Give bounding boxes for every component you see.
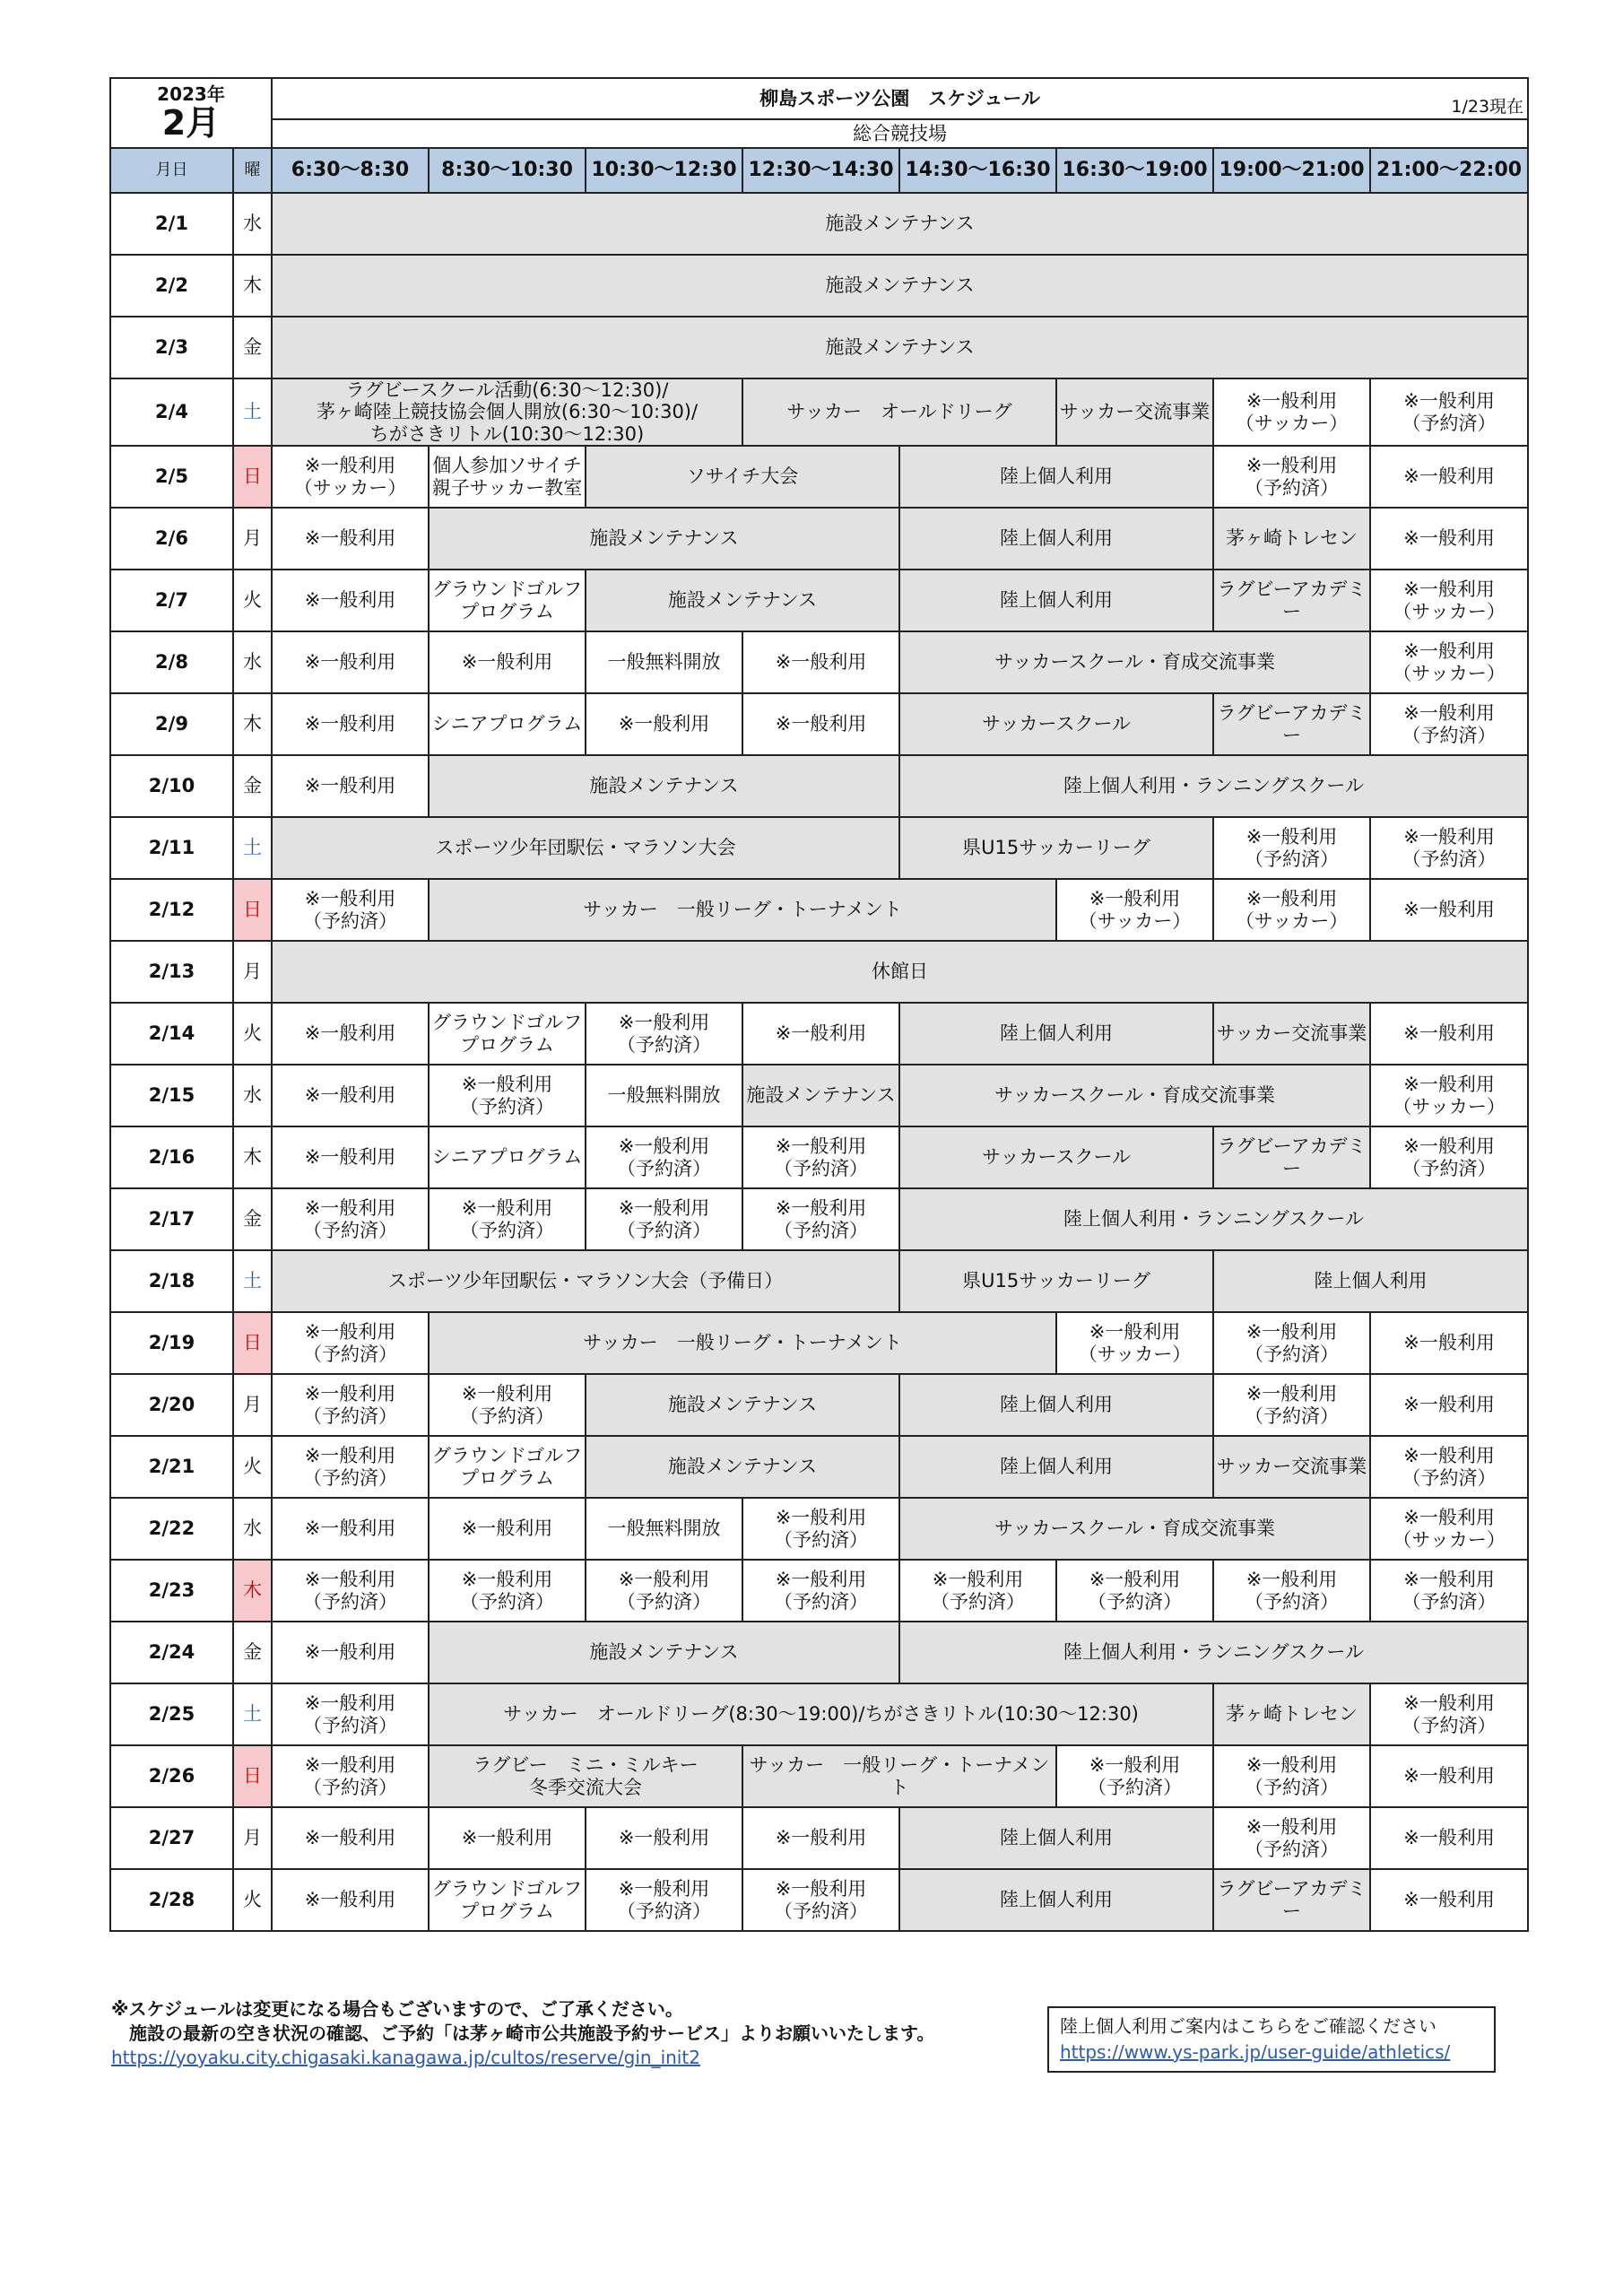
booking-cell: 施設メンテナンス	[586, 570, 899, 631]
booking-cell: 一般無料開放	[586, 631, 742, 693]
booking-cell: ※一般利用 （予約済）	[742, 1126, 899, 1188]
schedule-row	[110, 1312, 1528, 1374]
weekday-cell: 木	[233, 693, 272, 755]
weekday-cell: 土	[233, 378, 272, 446]
schedule-row	[110, 1126, 1528, 1188]
booking-cell: シニアプログラム	[429, 1126, 586, 1188]
year-label: 2023年	[157, 83, 225, 105]
booking-cell: ※一般利用	[272, 1126, 429, 1188]
date-cell: 2/9	[110, 693, 233, 755]
booking-cell: ※一般利用	[1370, 1869, 1528, 1931]
date-cell: 2/12	[110, 879, 233, 941]
note-reservation: 施設の最新の空き状況の確認、ご予約「は茅ヶ崎市公共施設予約サービス」よりお願いいたします。	[111, 2022, 935, 2044]
col-header-slot: 10:30～12:30	[586, 148, 742, 193]
date-cell: 2/8	[110, 631, 233, 693]
schedule-row	[110, 570, 1528, 631]
booking-cell: ※一般利用	[272, 508, 429, 570]
booking-cell: ※一般利用	[272, 1065, 429, 1126]
booking-cell: ※一般利用 （予約済）	[1370, 1126, 1528, 1188]
booking-cell: ※一般利用 （予約済）	[1370, 1436, 1528, 1498]
date-cell: 2/11	[110, 817, 233, 879]
booking-cell: サッカースクール・育成交流事業	[899, 631, 1370, 693]
booking-cell: ※一般利用 （予約済）	[429, 1374, 586, 1436]
booking-cell: 県U15サッカーリーグ	[899, 817, 1213, 879]
column-header-row	[110, 148, 1528, 193]
booking-cell: ※一般利用 （サッカー）	[272, 446, 429, 508]
schedule-row	[110, 1374, 1528, 1436]
schedule-row	[110, 1498, 1528, 1560]
booking-cell: ※一般利用 （サッカー）	[1056, 879, 1213, 941]
weekday-cell: 火	[233, 1003, 272, 1065]
booking-cell: 陸上個人利用	[899, 446, 1213, 508]
booking-cell: サッカー交流事業	[1213, 1003, 1370, 1065]
booking-cell: ※一般利用 （予約済）	[742, 1560, 899, 1622]
weekday-cell: 月	[233, 1374, 272, 1436]
booking-cell: ※一般利用 （予約済）	[742, 1188, 899, 1250]
booking-cell: ※一般利用 （予約済）	[1213, 1745, 1370, 1807]
booking-cell: サッカー オールドリーグ(8:30～19:00)/ちがさきリトル(10:30～12:30)	[429, 1683, 1213, 1745]
month-label: 2月	[161, 102, 221, 143]
booking-cell: ※一般利用	[272, 755, 429, 817]
date-cell: 2/23	[110, 1560, 233, 1622]
col-header-slot: 6:30～8:30	[272, 148, 429, 193]
date-cell: 2/26	[110, 1745, 233, 1807]
booking-cell: ※一般利用	[1370, 1745, 1528, 1807]
weekday-cell: 火	[233, 1436, 272, 1498]
col-header-dow: 曜	[233, 148, 272, 193]
booking-cell: ※一般利用	[1370, 1312, 1528, 1374]
booking-cell: 陸上個人利用	[899, 570, 1213, 631]
booking-cell: ※一般利用 （予約済）	[1213, 1807, 1370, 1869]
booking-cell: ※一般利用	[586, 693, 742, 755]
booking-cell: 個人参加ソサイチ 親子サッカー教室	[429, 446, 586, 508]
booking-cell: 施設メンテナンス	[586, 1436, 899, 1498]
booking-cell: 陸上個人利用・ランニングスクール	[899, 1622, 1528, 1683]
weekday-cell: 水	[233, 631, 272, 693]
booking-cell: スポーツ少年団駅伝・マラソン大会（予備日）	[272, 1250, 899, 1312]
booking-cell: ※一般利用	[1370, 1374, 1528, 1436]
booking-cell: ※一般利用	[1370, 1003, 1528, 1065]
booking-cell: ※一般利用 （予約済）	[272, 1560, 429, 1622]
booking-cell: ※一般利用	[586, 1807, 742, 1869]
schedule-row	[110, 755, 1528, 817]
booking-cell: ※一般利用	[272, 1003, 429, 1065]
weekday-cell: 木	[233, 255, 272, 317]
date-cell: 2/15	[110, 1065, 233, 1126]
booking-cell: ラグビーアカデミー	[1213, 693, 1370, 755]
schedule-row	[110, 1807, 1528, 1869]
booking-cell: ※一般利用 （予約済）	[1213, 1312, 1370, 1374]
athletics-info-link[interactable]: https://www.ys-park.jp/user-guide/athletics/	[1060, 2041, 1451, 2063]
booking-cell: グラウンドゴルフ プログラム	[429, 1003, 586, 1065]
booking-cell: ラグビーアカデミー	[1213, 1869, 1370, 1931]
schedule-row	[110, 1683, 1528, 1745]
booking-cell: ※一般利用 （予約済）	[272, 1683, 429, 1745]
schedule-row	[110, 693, 1528, 755]
booking-cell: ※一般利用	[272, 1869, 429, 1931]
booking-cell: スポーツ少年団駅伝・マラソン大会	[272, 817, 899, 879]
date-cell: 2/18	[110, 1250, 233, 1312]
weekday-cell: 月	[233, 941, 272, 1003]
weekday-cell: 日	[233, 1745, 272, 1807]
booking-cell: 施設メンテナンス	[429, 1622, 899, 1683]
weekday-cell: 水	[233, 1498, 272, 1560]
weekday-cell: 土	[233, 1250, 272, 1312]
schedule-row	[110, 446, 1528, 508]
booking-cell: 陸上個人利用・ランニングスクール	[899, 1188, 1528, 1250]
date-cell: 2/4	[110, 378, 233, 446]
booking-cell: ※一般利用 （予約済）	[1370, 1683, 1528, 1745]
weekday-cell: 木	[233, 1126, 272, 1188]
booking-cell: 一般無料開放	[586, 1498, 742, 1560]
booking-cell: 陸上個人利用	[899, 1003, 1213, 1065]
weekday-cell: 金	[233, 1188, 272, 1250]
schedule-row	[110, 508, 1528, 570]
booking-cell: ※一般利用	[1370, 508, 1528, 570]
schedule-row	[110, 1436, 1528, 1498]
date-cell: 2/14	[110, 1003, 233, 1065]
date-cell: 2/2	[110, 255, 233, 317]
booking-cell: ※一般利用	[272, 631, 429, 693]
booking-cell: ※一般利用 （予約済）	[586, 1003, 742, 1065]
schedule-table	[109, 77, 1529, 1932]
date-cell: 2/10	[110, 755, 233, 817]
booking-cell: ※一般利用 （サッカー）	[1370, 1065, 1528, 1126]
booking-cell: 陸上個人利用	[899, 1436, 1213, 1498]
booking-cell: グラウンドゴルフ プログラム	[429, 1436, 586, 1498]
date-cell: 2/22	[110, 1498, 233, 1560]
schedule-row	[110, 1745, 1528, 1807]
booking-cell: ※一般利用	[272, 693, 429, 755]
booking-cell: サッカースクール・育成交流事業	[899, 1498, 1370, 1560]
schedule-row	[110, 317, 1528, 378]
booking-cell: ※一般利用	[742, 631, 899, 693]
venue-label: 総合競技場	[272, 119, 1528, 148]
weekday-cell: 日	[233, 446, 272, 508]
booking-cell: ※一般利用	[272, 1807, 429, 1869]
date-cell: 2/20	[110, 1374, 233, 1436]
booking-cell: サッカースクール・育成交流事業	[899, 1065, 1370, 1126]
booking-cell: 茅ヶ崎トレセン	[1213, 1683, 1370, 1745]
note-change: ※スケジュールは変更になる場合もございますので、ご了承ください。	[111, 1998, 683, 2020]
booking-cell: 施設メンテナンス	[272, 193, 1528, 255]
booking-cell: ※一般利用 （予約済）	[272, 879, 429, 941]
booking-cell: ※一般利用 （予約済）	[742, 1869, 899, 1931]
col-header-slot: 16:30～19:00	[1056, 148, 1213, 193]
schedule-row	[110, 1188, 1528, 1250]
weekday-cell: 月	[233, 1807, 272, 1869]
booking-cell: ※一般利用 （予約済）	[586, 1126, 742, 1188]
booking-cell: ※一般利用	[272, 570, 429, 631]
booking-cell: ※一般利用 （予約済）	[272, 1312, 429, 1374]
col-header-slot: 12:30～14:30	[742, 148, 899, 193]
date-cell: 2/25	[110, 1683, 233, 1745]
weekday-cell: 金	[233, 317, 272, 378]
booking-cell: ※一般利用 （サッカー）	[1056, 1312, 1213, 1374]
booking-cell: 茅ヶ崎トレセン	[1213, 508, 1370, 570]
booking-cell: ※一般利用 （サッカー）	[1213, 378, 1370, 446]
booking-cell: 陸上個人利用・ランニングスクール	[899, 755, 1528, 817]
schedule-row	[110, 879, 1528, 941]
date-cell: 2/6	[110, 508, 233, 570]
booking-cell: ※一般利用 （予約済）	[429, 1065, 586, 1126]
date-cell: 2/7	[110, 570, 233, 631]
booking-cell: ※一般利用 （予約済）	[899, 1560, 1056, 1622]
booking-cell: ※一般利用	[1370, 879, 1528, 941]
date-cell: 2/27	[110, 1807, 233, 1869]
schedule-row	[110, 1065, 1528, 1126]
booking-cell: 休館日	[272, 941, 1528, 1003]
date-cell: 2/13	[110, 941, 233, 1003]
booking-cell: 施設メンテナンス	[429, 755, 899, 817]
athletics-info-text: 陸上個人利用ご案内はこちらをご確認ください	[1060, 2015, 1436, 2037]
booking-cell: ※一般利用 （予約済）	[586, 1560, 742, 1622]
booking-cell: グラウンドゴルフ プログラム	[429, 570, 586, 631]
schedule-row	[110, 1560, 1528, 1622]
booking-cell: サッカー交流事業	[1213, 1436, 1370, 1498]
schedule-row	[110, 255, 1528, 317]
date-cell: 2/21	[110, 1436, 233, 1498]
athletics-info-box	[1047, 2006, 1496, 2073]
booking-cell: ※一般利用 （予約済）	[1370, 378, 1528, 446]
booking-cell: サッカー オールドリーグ	[742, 378, 1056, 446]
booking-cell: 陸上個人利用	[899, 1807, 1213, 1869]
col-header-date: 月日	[110, 148, 233, 193]
booking-cell: ※一般利用	[429, 1807, 586, 1869]
date-cell: 2/17	[110, 1188, 233, 1250]
booking-cell: ※一般利用 （予約済）	[586, 1188, 742, 1250]
weekday-cell: 土	[233, 1683, 272, 1745]
footnotes	[111, 1997, 934, 2070]
schedule-row	[110, 193, 1528, 255]
booking-cell: ※一般利用	[429, 631, 586, 693]
schedule-row	[110, 631, 1528, 693]
booking-cell: 施設メンテナンス	[272, 317, 1528, 378]
booking-cell: ※一般利用 （予約済）	[272, 1436, 429, 1498]
date-cell: 2/16	[110, 1126, 233, 1188]
booking-cell: ※一般利用 （予約済）	[742, 1498, 899, 1560]
booking-cell: ※一般利用 （予約済）	[1213, 446, 1370, 508]
booking-cell: ※一般利用 （予約済）	[1370, 817, 1528, 879]
schedule-row	[110, 1622, 1528, 1683]
weekday-cell: 金	[233, 1622, 272, 1683]
reservation-link[interactable]: https://yoyaku.city.chigasaki.kanagawa.jp/cultos/reserve/gin_init2	[111, 2047, 700, 2068]
schedule-row	[110, 1003, 1528, 1065]
booking-cell: ※一般利用	[272, 1622, 429, 1683]
schedule-row	[110, 378, 1528, 446]
booking-cell: ※一般利用 （予約済）	[429, 1560, 586, 1622]
date-cell: 2/1	[110, 193, 233, 255]
weekday-cell: 金	[233, 755, 272, 817]
as-of-date: 1/23現在	[1451, 96, 1524, 117]
booking-cell: ※一般利用	[742, 1807, 899, 1869]
booking-cell: ※一般利用 （サッカー）	[1370, 631, 1528, 693]
booking-cell: ラグビースクール活動(6:30～12:30)/ 茅ヶ崎陸上競技協会個人開放(6:30～10:30)/ ちがさきリトル(10:30～12:30)	[272, 378, 742, 446]
booking-cell: 陸上個人利用	[899, 508, 1213, 570]
weekday-cell: 日	[233, 1312, 272, 1374]
booking-cell: 県U15サッカーリーグ	[899, 1250, 1213, 1312]
date-cell: 2/3	[110, 317, 233, 378]
booking-cell: ※一般利用 （予約済）	[1370, 693, 1528, 755]
booking-cell: サッカー 一般リーグ・トーナメント	[742, 1745, 1056, 1807]
booking-cell: ※一般利用 （予約済）	[1056, 1560, 1213, 1622]
booking-cell: ※一般利用	[1370, 1807, 1528, 1869]
booking-cell: ※一般利用 （予約済）	[1213, 1560, 1370, 1622]
booking-cell: ※一般利用	[272, 1498, 429, 1560]
page-title	[272, 78, 1528, 119]
schedule-row	[110, 817, 1528, 879]
weekday-cell: 水	[233, 193, 272, 255]
booking-cell: ※一般利用 （予約済）	[1056, 1745, 1213, 1807]
booking-cell: シニアプログラム	[429, 693, 586, 755]
title-text: 柳島スポーツ公園 スケジュール	[759, 87, 1040, 109]
booking-cell: 陸上個人利用	[1213, 1250, 1528, 1312]
booking-cell: ※一般利用 （予約済）	[1213, 1374, 1370, 1436]
booking-cell: ※一般利用	[429, 1498, 586, 1560]
booking-cell: ※一般利用 （サッカー）	[1370, 570, 1528, 631]
booking-cell: 施設メンテナンス	[429, 508, 899, 570]
schedule-row	[110, 941, 1528, 1003]
booking-cell: 陸上個人利用	[899, 1374, 1213, 1436]
booking-cell: 施設メンテナンス	[742, 1065, 899, 1126]
booking-cell: ※一般利用 （予約済）	[272, 1745, 429, 1807]
booking-cell: サッカースクール	[899, 693, 1213, 755]
weekday-cell: 日	[233, 879, 272, 941]
booking-cell: ※一般利用	[742, 693, 899, 755]
booking-cell: ラグビーアカデミー	[1213, 570, 1370, 631]
schedule-row	[110, 1250, 1528, 1312]
booking-cell: ソサイチ大会	[586, 446, 899, 508]
booking-cell: グラウンドゴルフ プログラム	[429, 1869, 586, 1931]
booking-cell: ※一般利用 （予約済）	[429, 1188, 586, 1250]
booking-cell: 施設メンテナンス	[272, 255, 1528, 317]
booking-cell: サッカー交流事業	[1056, 378, 1213, 446]
booking-cell: サッカー 一般リーグ・トーナメント	[429, 879, 1056, 941]
booking-cell: ※一般利用	[1370, 446, 1528, 508]
booking-cell: ラグビーアカデミー	[1213, 1126, 1370, 1188]
weekday-cell: 水	[233, 1065, 272, 1126]
weekday-cell: 火	[233, 1869, 272, 1931]
booking-cell: ※一般利用 （予約済）	[1370, 1560, 1528, 1622]
booking-cell: ※一般利用 （予約済）	[1213, 817, 1370, 879]
booking-cell: 一般無料開放	[586, 1065, 742, 1126]
booking-cell: 施設メンテナンス	[586, 1374, 899, 1436]
booking-cell: 陸上個人利用	[899, 1869, 1213, 1931]
booking-cell: ※一般利用 （サッカー）	[1213, 879, 1370, 941]
booking-cell: ※一般利用	[742, 1003, 899, 1065]
col-header-slot: 21:00～22:00	[1370, 148, 1528, 193]
booking-cell: サッカースクール	[899, 1126, 1213, 1188]
schedule-row	[110, 1869, 1528, 1931]
date-cell: 2/24	[110, 1622, 233, 1683]
weekday-cell: 月	[233, 508, 272, 570]
booking-cell: ※一般利用 （サッカー）	[1370, 1498, 1528, 1560]
weekday-cell: 火	[233, 570, 272, 631]
month-cell	[110, 78, 272, 148]
booking-cell: サッカー 一般リーグ・トーナメント	[429, 1312, 1056, 1374]
date-cell: 2/5	[110, 446, 233, 508]
date-cell: 2/28	[110, 1869, 233, 1931]
col-header-slot: 8:30～10:30	[429, 148, 586, 193]
booking-cell: ※一般利用 （予約済）	[272, 1188, 429, 1250]
booking-cell: ラグビー ミニ・ミルキー 冬季交流大会	[429, 1745, 742, 1807]
col-header-slot: 14:30～16:30	[899, 148, 1056, 193]
col-header-slot: 19:00～21:00	[1213, 148, 1370, 193]
booking-cell: ※一般利用 （予約済）	[586, 1869, 742, 1931]
weekday-cell: 土	[233, 817, 272, 879]
date-cell: 2/19	[110, 1312, 233, 1374]
weekday-cell: 木	[233, 1560, 272, 1622]
booking-cell: ※一般利用 （予約済）	[272, 1374, 429, 1436]
